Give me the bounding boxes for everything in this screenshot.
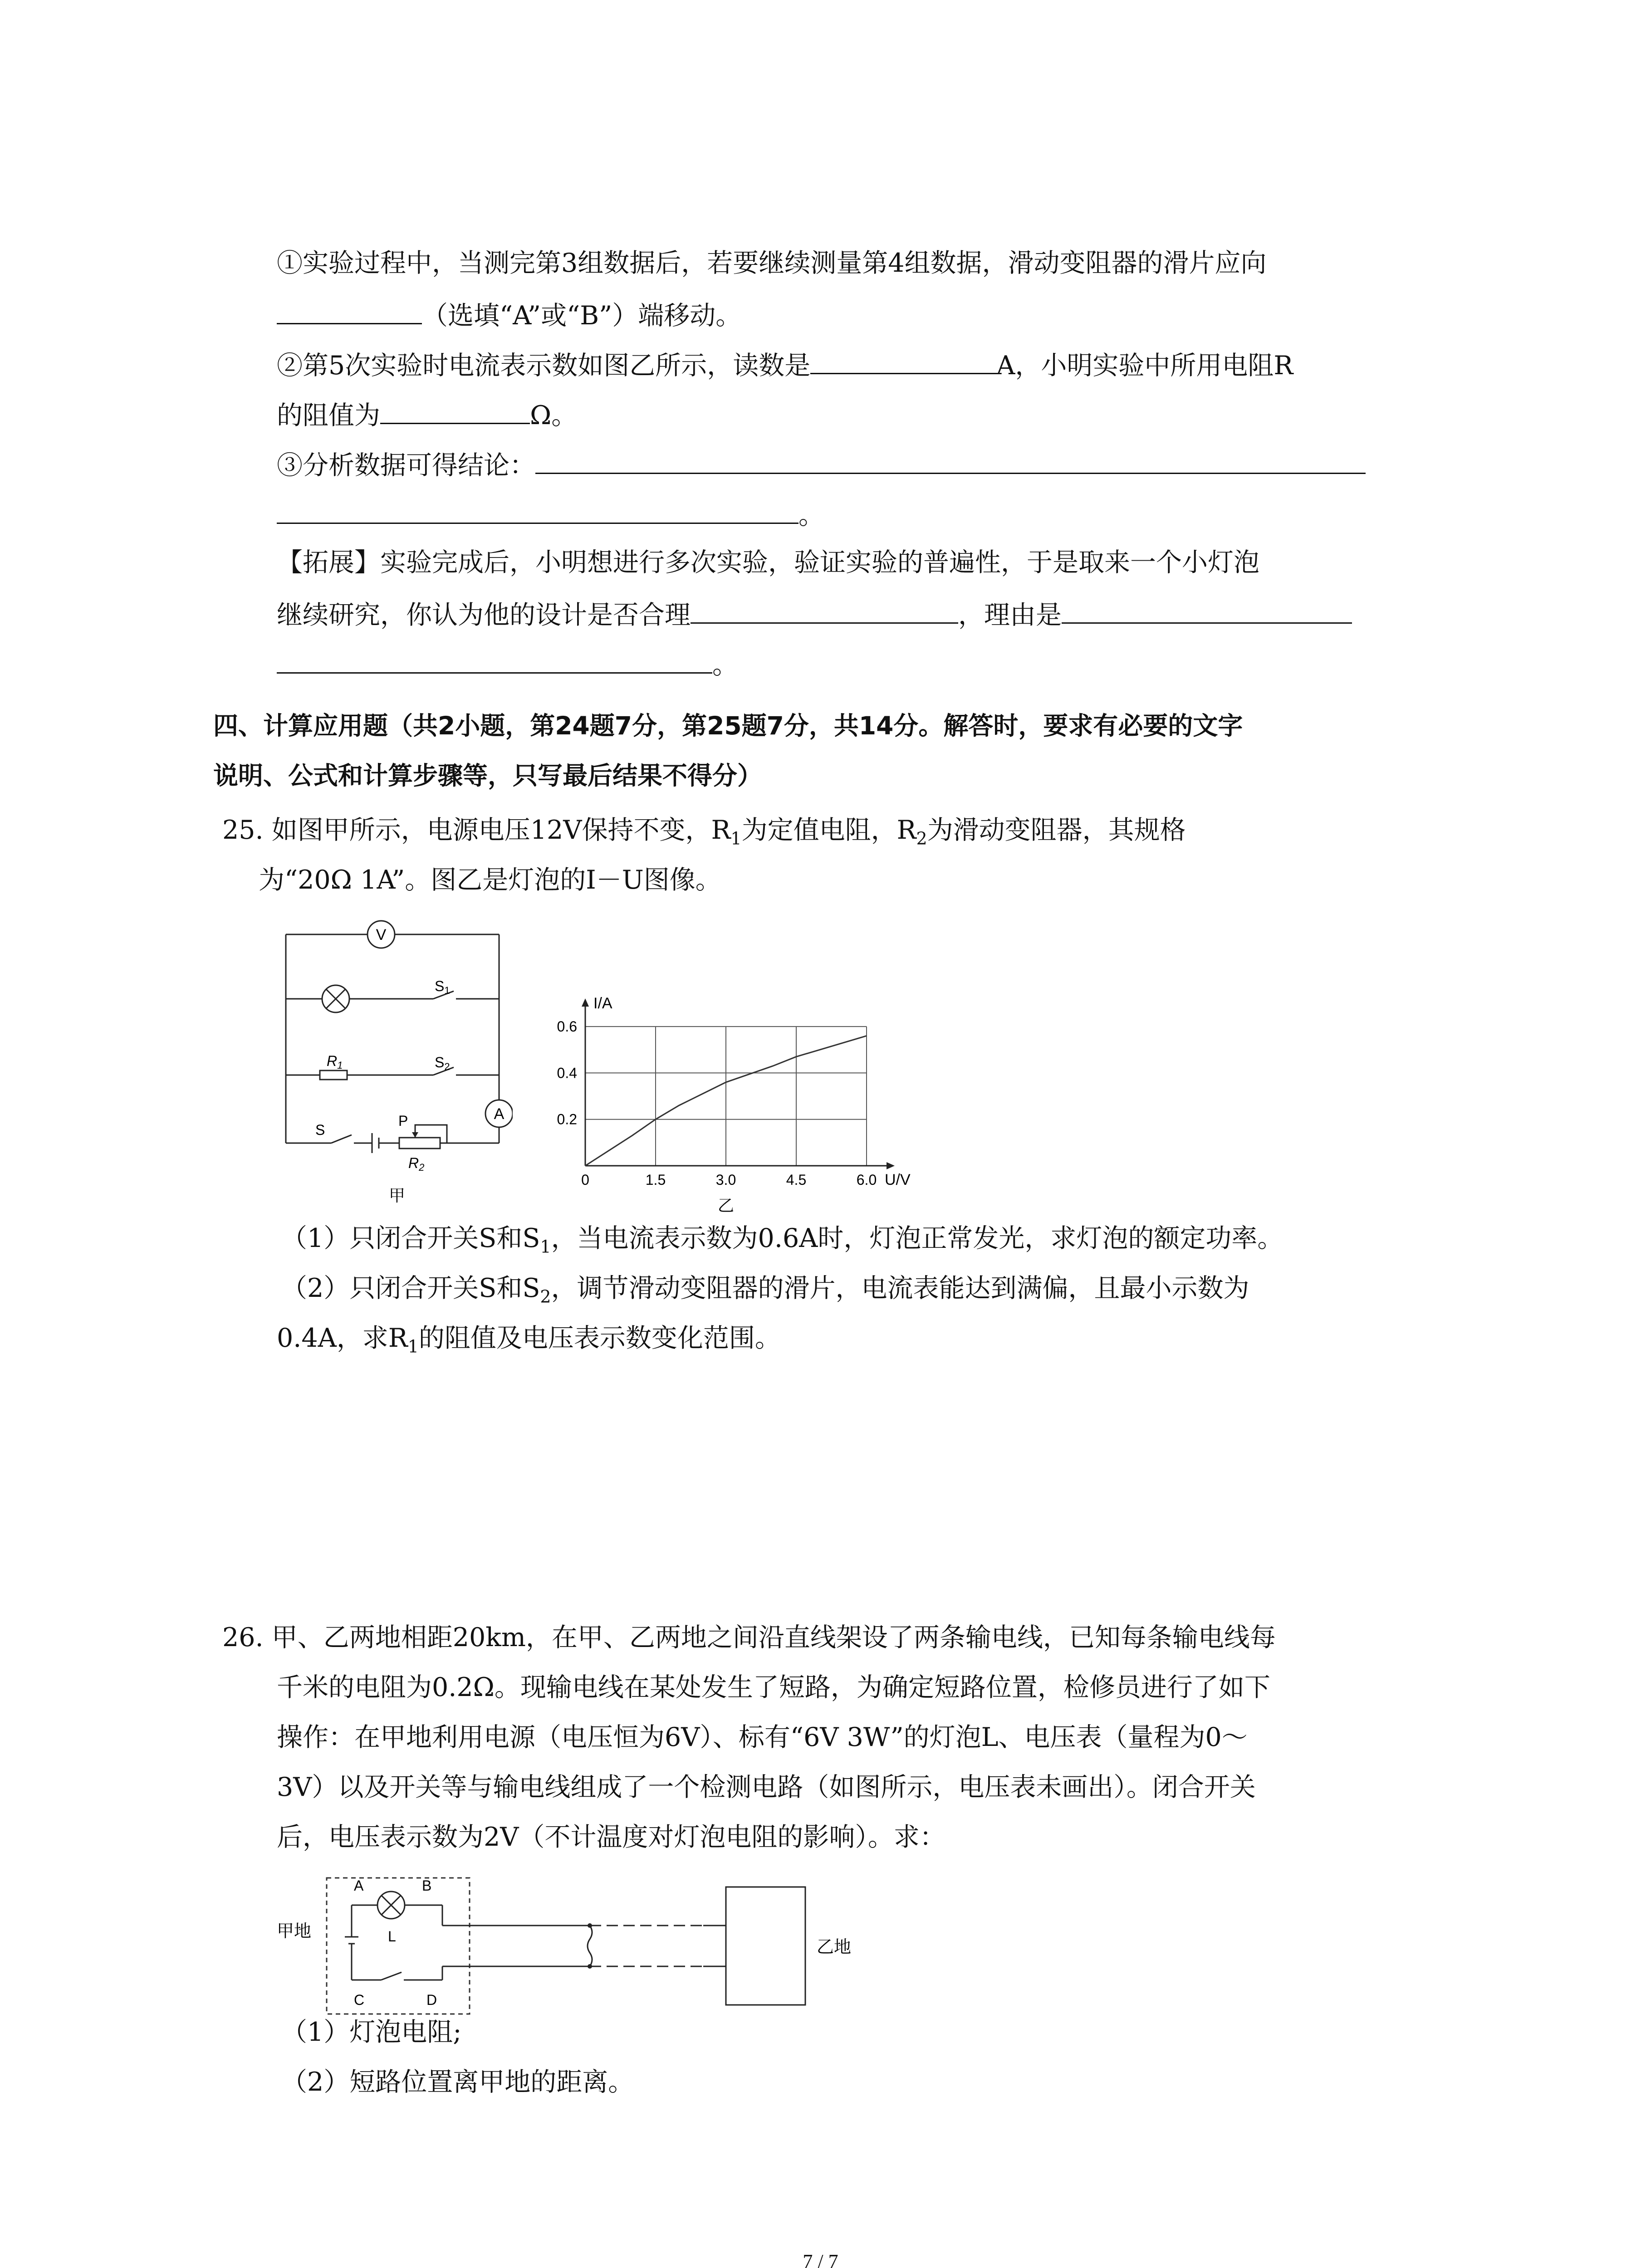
q24-line-3-text-a: ②第5次实验时电流表示数如图乙所示，读数是 <box>277 351 811 381</box>
q25-part-2-text-b: ，调节滑动变阻器的滑片，电流表能达到满偏，且最小示数为 <box>551 1273 1249 1303</box>
q24-line-5 <box>277 445 1366 484</box>
q24-line-2-text: （选填“A”或“B”）端移动。 <box>422 301 742 331</box>
q24-line-4-text-a: 的阻值为 <box>277 401 380 430</box>
q24-line-8 <box>277 594 1352 633</box>
q25-line-2: 为“20Ω 1A”。图乙是灯泡的I－U图像。 <box>259 865 721 895</box>
q24-line-2 <box>277 295 741 334</box>
q25-part-2-cont <box>277 1320 781 1364</box>
location-yi-label: 乙地 <box>817 1938 852 1957</box>
q25-part-2-sub: 2 <box>540 1286 551 1307</box>
circuit-diagram-jia <box>277 916 513 1211</box>
transmission-line-diagram <box>272 1869 907 2023</box>
y-tick-label: 0.6 <box>557 1018 577 1035</box>
answer-blank[interactable] <box>277 494 798 524</box>
x-axis-arrow <box>887 1162 895 1169</box>
answer-blank[interactable] <box>277 644 712 674</box>
q25-text-c: 为滑动变阻器，其规格 <box>927 815 1186 845</box>
iu-chart <box>535 975 916 1216</box>
q25-part-1-text-a: （1）只闭合开关S和S <box>281 1223 540 1253</box>
q26-part-1: （1）灯泡电阻; <box>281 2017 462 2047</box>
x-axis-label: U/V <box>885 1171 911 1188</box>
q25-sub-1: 1 <box>730 828 742 849</box>
x-tick-label: 6.0 <box>856 1172 877 1188</box>
q26-line-4: 3V）以及开关等与输电线组成了一个检测电路（如图所示，电压表未画出）。闭合开关 <box>277 1772 1256 1802</box>
q24-line-1: ①实验过程中，当测完第3组数据后，若要继续测量第4组数据，滑动变阻器的滑片应向 <box>277 248 1267 278</box>
answer-blank[interactable] <box>380 395 530 424</box>
q25-part-1-sub: 1 <box>540 1237 551 1257</box>
answer-blank[interactable] <box>535 445 1366 474</box>
q25-part-1-text-b: ，当电流表示数为0.6A时，灯泡正常发光，求灯泡的额定功率。 <box>551 1223 1283 1253</box>
lamp-l-label: L <box>388 1928 396 1945</box>
q25-sub-2: 2 <box>916 828 927 849</box>
q24-line-3 <box>277 345 1293 384</box>
q24-line-3-text-b: A，小明实验中所用电阻R <box>996 351 1293 381</box>
q24-line-4 <box>277 395 577 434</box>
node-b-label: B <box>422 1877 432 1894</box>
figure-caption-jia: 甲 <box>388 1186 406 1205</box>
ammeter-label: A <box>494 1105 505 1123</box>
q25-part-2-text-a: （2）只闭合开关S和S <box>281 1273 540 1303</box>
y-axis-arrow <box>582 998 589 1007</box>
chart-tick-labels <box>557 1018 877 1188</box>
rheostat-r2-label: R2 <box>408 1155 425 1173</box>
q25-part-2-cont-text-a: 0.4A，求R <box>277 1323 408 1353</box>
resistor-r1-label: R1 <box>327 1053 343 1071</box>
figure-caption-yi: 乙 <box>717 1196 735 1215</box>
q24-line-6 <box>277 494 824 533</box>
q26-line-3: 操作：在甲地利用电源（电压恒为6V）、标有“6V 3W”的灯泡L、电压表（量程为0～ <box>277 1722 1248 1752</box>
slider-p-label: P <box>398 1113 408 1129</box>
switch-s2-label: S2 <box>435 1054 450 1072</box>
q24-line-9-text: 。 <box>712 650 738 680</box>
q25-text-a: 25. 如图甲所示，电源电压12V保持不变，R <box>222 815 731 845</box>
y-axis-label: I/A <box>593 995 612 1012</box>
location-jia-label: 甲地 <box>277 1922 312 1941</box>
section-heading-line-2: 说明、公式和计算步骤等，只写最后结果不得分） <box>213 761 763 790</box>
q26-line-1: 26. 甲、乙两地相距20km，在甲、乙两地之间沿直线架设了两条输电线，已知每条输电线每 <box>222 1623 1276 1652</box>
q26-line-5: 后，电压表示数为2V（不计温度对灯泡电阻的影响）。求： <box>277 1822 945 1852</box>
q25-line-1 <box>222 812 1186 856</box>
q25-part-2-cont-sub: 1 <box>407 1336 419 1357</box>
section-heading-line-1: 四、计算应用题（共2小题，第24题7分，第25题7分，共14分。解答时，要求有必要的文字 <box>213 711 1243 740</box>
q24-line-5-text: ③分析数据可得结论： <box>277 450 535 480</box>
y-tick-label: 0.4 <box>557 1065 577 1081</box>
y-tick-label: 0.2 <box>557 1111 577 1128</box>
answer-blank[interactable] <box>1062 594 1352 624</box>
chart-axes <box>582 995 911 1188</box>
q24-line-4-text-b: Ω。 <box>530 401 578 430</box>
q26-line-2: 千米的电阻为0.2Ω。现输电线在某处发生了短路，为确定短路位置，检修员进行了如下 <box>277 1672 1270 1702</box>
q24-line-8-text-a: 继续研究，你认为他的设计是否合理 <box>277 600 691 630</box>
node-a-label: A <box>354 1877 364 1894</box>
voltmeter-label: V <box>376 926 387 943</box>
q25-part-2 <box>281 1270 1249 1315</box>
answer-blank[interactable] <box>810 345 996 374</box>
q24-line-7: 【拓展】实验完成后，小明想进行多次实验，验证实验的普遍性，于是取来一个小灯泡 <box>277 547 1259 577</box>
chart-grid <box>585 1026 867 1166</box>
q26-part-2: （2）短路位置离甲地的距离。 <box>281 2067 634 2097</box>
q25-part-1 <box>281 1220 1283 1265</box>
x-tick-label: 1.5 <box>645 1172 666 1188</box>
node-c-label: C <box>354 1992 365 2008</box>
page-number: 7 / 7 <box>803 2250 838 2268</box>
answer-blank[interactable] <box>691 594 958 624</box>
switch-s1-label: S1 <box>435 978 450 996</box>
q24-line-8-text-b: ，理由是 <box>958 600 1062 630</box>
x-tick-label: 4.5 <box>786 1172 807 1188</box>
x-tick-label: 0 <box>581 1172 589 1188</box>
switch-s-label: S <box>315 1122 325 1138</box>
node-d-label: D <box>426 1992 437 2008</box>
q24-line-6-text: 。 <box>798 500 824 530</box>
q24-line-9 <box>277 644 738 683</box>
answer-blank[interactable] <box>277 295 422 324</box>
q25-text-b: 为定值电阻，R <box>741 815 916 845</box>
x-tick-label: 3.0 <box>715 1172 736 1188</box>
q25-part-2-cont-text-b: 的阻值及电压表示数变化范围。 <box>418 1323 781 1353</box>
